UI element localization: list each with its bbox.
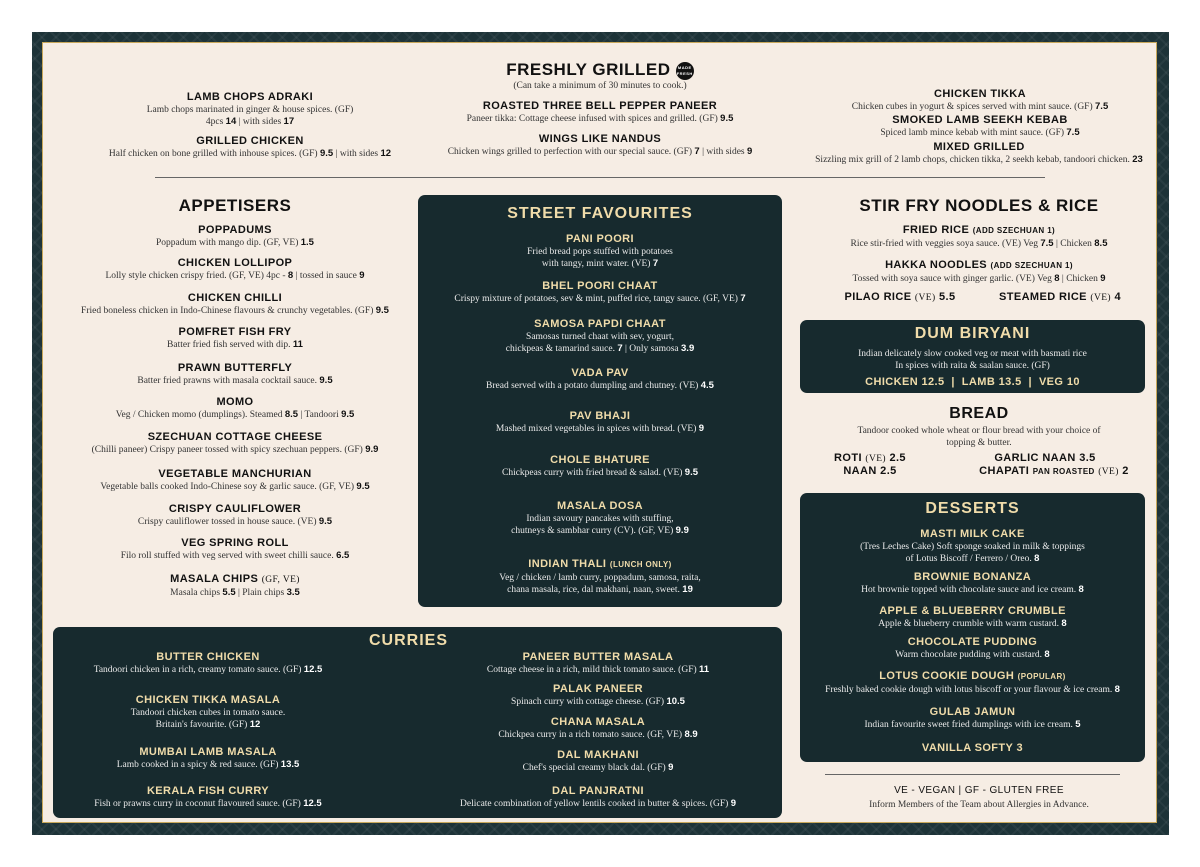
menu-item: CHICKEN LOLLIPOP Lolly style chicken crispy fried. (GF, VE) 4pc - 8 | tossed in sauce 9 — [105, 257, 365, 281]
stirfry-title: STIR FRY NOODLES & RICE — [859, 196, 1099, 215]
menu-item: MASALA CHIPS (GF, VE) Masala chips 5.5 | Plain chips 3.5 — [170, 573, 300, 598]
menu-item: PANI POORI Fried bread pops stuffed with potatoes with tangy, mint water. (VE) 7 — [527, 233, 673, 269]
footer-divider — [825, 774, 1120, 775]
curries-panel — [53, 627, 782, 818]
grill-title: FRESHLY GRILLED MADE FRESH — [506, 60, 693, 79]
menu-item: KERALA FISH CURRY Fish or prawns curry in coconut flavoured sauce. (GF) 12.5 — [94, 785, 322, 809]
menu-item: CHOLE BHATURE Chickpeas curry with fried bread & salad. (VE) 9.5 — [501, 454, 699, 478]
grill-item: GRILLED CHICKEN Half chicken on bone grilled with inhouse spices. (GF) 9.5 | with sides 12 — [108, 135, 392, 159]
menu-item: HAKKA NOODLES (ADD SZECHUAN 1) Tossed with soya sauce with ginger garlic. (VE) Veg 8 | Chicken 9 — [852, 259, 1106, 284]
divider — [155, 177, 1045, 178]
bread-title: BREAD — [949, 405, 1009, 422]
menu-item: BUTTER CHICKEN Tandoori chicken in a rich, creamy tomato sauce. (GF) 12.5 — [93, 651, 323, 675]
menu-item: SAMOSA PAPDI CHAAT Samosas turned chaat with sev, yogurt, chickpeas & tamarind sauce. 7 | Only samosa 3.9 — [505, 318, 695, 354]
menu-item: MUMBAI LAMB MASALA Lamb cooked in a spicy & red sauce. (GF) 13.5 — [116, 746, 300, 770]
menu-item: DAL MAKHANI Chef's special creamy black dal. (GF) 9 — [522, 749, 674, 773]
grill-note: (Can take a minimum of 30 minutes to cook.) — [513, 81, 687, 91]
bread-desc: Tandoor cooked whole wheat or flour bread with your choice of topping & butter. — [857, 426, 1101, 448]
menu-item: VEGETABLE MANCHURIAN Vegetable balls cooked Indo-Chinese soy & garlic sauce. (GF, VE) 9.5 — [100, 468, 370, 492]
made-fresh-badge: MADE FRESH — [676, 62, 694, 80]
menu-item: CHAPATI PAN ROASTED (VE) 2 — [979, 465, 1129, 477]
grill-item: LAMB CHOPS ADRAKI Lamb chops marinated in ginger & house spices. (GF) 4pcs 14 | with sides 17 — [146, 91, 354, 127]
menu-item: STEAMED RICE (VE) 4 — [999, 291, 1121, 303]
grill-item: SMOKED LAMB SEEKH KEBAB Spiced lamb mince kebab with mint sauce. (GF) 7.5 — [880, 114, 1080, 138]
menu-item: ROTI (VE) 2.5 — [834, 452, 906, 464]
street-title: STREET FAVOURITES — [507, 205, 693, 222]
menu-item: BROWNIE BONANZA Hot brownie topped with chocolate sauce and ice cream. 8 — [861, 571, 1084, 595]
menu-item: PAV BHAJI Mashed mixed vegetables in spices with bread. (VE) 9 — [495, 410, 705, 434]
desserts-title: DESSERTS — [925, 500, 1020, 517]
biryani-panel — [800, 320, 1145, 393]
grill-item: MIXED GRILLED Sizzling mix grill of 2 lamb chops, chicken tikka, 2 seekh kebab, tandoori chicken. 23 — [815, 141, 1143, 165]
appetisers-title: APPETISERS — [178, 196, 292, 215]
menu-item: POMFRET FISH FRY Batter fried fish served with dip. 11 — [167, 326, 303, 350]
menu-item: POPPADUMS Poppadum with mango dip. (GF, VE) 1.5 — [156, 224, 314, 248]
menu-item: NAAN 2.5 — [843, 465, 897, 477]
menu-item: MOMO Veg / Chicken momo (dumplings). Steamed 8.5 | Tandoori 9.5 — [115, 396, 355, 420]
menu-item: MASALA DOSA Indian savoury pancakes with stuffing, chutneys & sambhar curry (CV). (GF, VE) 9.9 — [511, 500, 689, 536]
menu-item: GULAB JAMUN Indian favourite sweet fried dumplings with ice cream. 5 — [864, 706, 1081, 730]
curries-title: CURRIES — [369, 632, 449, 649]
menu-item: MASTI MILK CAKE (Tres Leches Cake) Soft sponge soaked in milk & toppings of Lotus Biscoff / Ferrero / Oreo. 8 — [860, 528, 1085, 564]
menu-item: PRAWN BUTTERFLY Batter fried prawns with masala cocktail sauce. 9.5 — [137, 362, 333, 386]
grill-item: WINGS LIKE NANDUS Chicken wings grilled to perfection with our special sauce. (GF) 7 | with sides 9 — [447, 133, 753, 157]
grill-item: ROASTED THREE BELL PEPPER PANEER Paneer tikka: Cottage cheese infused with spices and grilled. (GF) 9.5 — [466, 100, 734, 124]
biryani-title: DUM BIRYANI — [914, 325, 1031, 342]
menu-item: FRIED RICE (ADD SZECHUAN 1) Rice stir-fried with veggies soya sauce. (VE) Veg 7.5 | Chicken 8.5 — [850, 224, 1108, 249]
menu-item: CHANA MASALA Chickpea curry in a rich tomato sauce. (GF, VE) 8.9 — [498, 716, 698, 740]
menu-item: INDIAN THALI (LUNCH ONLY) Veg / chicken / lamb curry, poppadum, samosa, raita, chana masala, rice, dal makhani, naan, sweet. 19 — [499, 558, 701, 595]
menu-item: CRISPY CAULIFLOWER Crispy cauliflower tossed in house sauce. (VE) 9.5 — [137, 503, 333, 527]
menu-item: LOTUS COOKIE DOUGH (POPULAR) Freshly baked cookie dough with lotus biscoff or your flavour & ice cream. 8 — [825, 670, 1120, 695]
menu-item: SZECHUAN COTTAGE CHEESE (Chilli paneer) Crispy paneer tossed with spicy szechuan peppers. (GF) 9.9 — [91, 431, 379, 455]
menu-item: PALAK PANEER Spinach curry with cottage cheese. (GF) 10.5 — [511, 683, 685, 707]
menu-item: APPLE & BLUEBERRY CRUMBLE Apple & blueberry crumble with warm custard. 8 — [878, 605, 1067, 629]
street-favourites-panel — [418, 195, 782, 607]
biryani-prices: CHICKEN 12.5 | LAMB 13.5 | VEG 10 — [865, 376, 1080, 388]
biryani-desc: Indian delicately slow cooked veg or meat with basmati rice In spices with raita & saalan sauce. (GF) — [858, 349, 1087, 371]
grill-item: CHICKEN TIKKA Chicken cubes in yogurt & spices served with mint sauce. (GF) 7.5 — [851, 88, 1109, 112]
menu-item: CHOCOLATE PUDDING Warm chocolate pudding with custard. 8 — [895, 636, 1050, 660]
desserts-panel — [800, 493, 1145, 762]
menu-item: CHICKEN TIKKA MASALA Tandoori chicken cubes in tomato sauce. Britain's favourite. (GF) 12 — [130, 694, 286, 730]
menu-item: BHEL POORI CHAAT Crispy mixture of potatoes, sev & mint, puffed rice, tangy sauce. (GF, VE) 7 — [454, 280, 746, 304]
menu-item: PANEER BUTTER MASALA Cottage cheese in a rich, mild thick tomato sauce. (GF) 11 — [486, 651, 710, 675]
menu-item: VADA PAV Bread served with a potato dumpling and chutney. (VE) 4.5 — [486, 367, 714, 391]
menu-item: PILAO RICE (VE) 5.5 — [844, 291, 956, 303]
allergy-note: Inform Members of the Team about Allergies in Advance. — [869, 800, 1089, 810]
menu-item: GARLIC NAAN 3.5 — [994, 452, 1096, 464]
diet-legend: VE - VEGAN | GF - GLUTEN FREE — [894, 785, 1064, 796]
menu-item: CHICKEN CHILLI Fried boneless chicken in Indo-Chinese flavours & crunchy vegetables. (GF) 9.5 — [81, 292, 389, 316]
menu-item: VEG SPRING ROLL Filo roll stuffed with veg served with sweet chilli sauce. 6.5 — [120, 537, 350, 561]
menu-item: VANILLA SOFTY 3 — [921, 742, 1024, 754]
menu-item: DAL PANJRATNI Delicate combination of yellow lentils cooked in butter & spices. (GF) 9 — [460, 785, 736, 809]
